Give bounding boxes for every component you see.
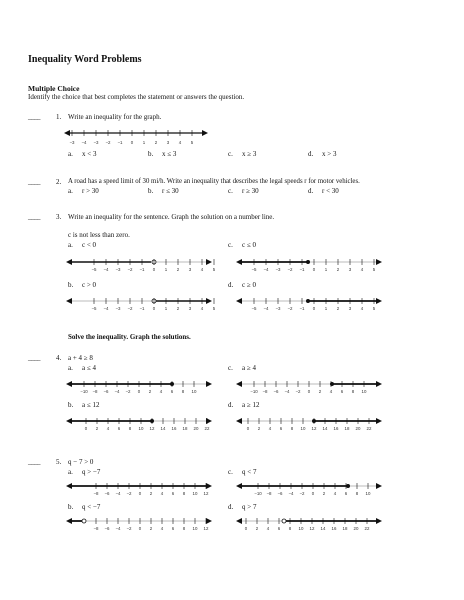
question-5-text: q − 7 > 0 [68,458,94,466]
q4-c-number-line [236,377,382,397]
tick-label: 6 [279,426,283,431]
tick-label: −8 [93,526,99,531]
tick-label: 8 [181,389,185,394]
tick-label: 2 [154,140,158,145]
q5-option-c-letter: c. [228,468,233,476]
q2-option-b-letter: b. [148,187,154,195]
tick-label: −5 [91,267,97,272]
tick-label: 10 [138,426,144,431]
tick-label: 0 [152,306,156,311]
tick-label: 0 [137,389,141,394]
tick-label: 1 [142,140,146,145]
tick-label: 10 [191,389,197,394]
tick-label: 12 [149,426,155,431]
tick-label: −1 [299,267,305,272]
instructions: Identify the choice that best completes the statement or answers the question. [28,93,245,101]
tick-label: −3 [115,267,121,272]
tick-label: 6 [277,526,281,531]
tick-label: 1 [164,306,168,311]
q3-option-a-letter: a. [68,241,73,249]
tick-label: 6 [340,389,344,394]
tick-label: 20 [355,426,361,431]
tick-label: 16 [171,426,177,431]
question-1-number: 1. [56,113,62,121]
q3-option-c-letter: c. [228,241,233,249]
tick-label: 0 [312,306,316,311]
tick-label: 4 [200,267,204,272]
q5-option-d-letter: d. [228,503,234,511]
tick-label: −4 [284,389,290,394]
q5-option-a-letter: a. [68,468,73,476]
tick-label: 4 [333,491,337,496]
tick-label: −5 [251,267,257,272]
tick-label: 22 [364,526,370,531]
answer-blank-3[interactable]: ____ [28,213,40,221]
q3-d-number-line [236,294,382,314]
q4-option-c[interactable]: a ≥ 4 [242,364,256,372]
tick-label: 2 [257,426,261,431]
tick-label: 16 [331,526,337,531]
tick-label: 8 [351,389,355,394]
q1-option-c[interactable]: x ≥ 3 [242,150,257,158]
tick-label: 2 [149,491,153,496]
q2-option-b[interactable]: r ≤ 30 [162,187,179,195]
tick-label: 6 [171,526,175,531]
answer-blank-5[interactable]: ____ [28,458,40,466]
tick-label: 2 [255,526,259,531]
tick-label: 2 [148,389,152,394]
tick-label: 10 [192,491,198,496]
tick-label: 4 [159,389,163,394]
tick-label: −8 [262,389,268,394]
q2-option-a[interactable]: r > 30 [82,187,99,195]
tick-label: −3 [275,267,281,272]
q4-option-c-letter: c. [228,364,233,372]
tick-label: −3 [115,306,121,311]
q4-option-a-letter: a. [68,364,73,372]
tick-label: 5 [372,267,376,272]
tick-label: 5 [190,140,194,145]
tick-label: 0 [244,526,248,531]
tick-label: 2 [95,426,99,431]
q3-option-b-letter: b. [68,281,74,289]
q2-option-c-letter: c. [228,187,233,195]
section-heading-multiple-choice: Multiple Choice [28,84,80,93]
tick-label: −6 [104,491,110,496]
q2-option-d-letter: d. [308,187,314,195]
tick-label: 2 [176,306,180,311]
tick-label: 18 [344,426,350,431]
q1-option-d-letter: d. [308,150,314,158]
tick-label: 14 [160,426,166,431]
tick-label: 20 [193,426,199,431]
tick-label: 0 [311,491,315,496]
tick-label: 4 [106,426,110,431]
tick-label: 12 [309,526,315,531]
page-title: Inequality Word Problems [28,54,142,65]
tick-label: 4 [268,426,272,431]
tick-label: −2 [287,306,293,311]
answer-blank-1[interactable]: ____ [28,113,40,121]
tick-label: 12 [311,426,317,431]
tick-label: 4 [329,389,333,394]
q4-option-b[interactable]: a ≤ 12 [82,401,100,409]
q2-option-a-letter: a. [68,187,73,195]
tick-label: 4 [160,491,164,496]
tick-label: 1 [324,267,328,272]
tick-label: −8 [93,491,99,496]
tick-label: 3 [188,267,192,272]
question-1-number-line [64,125,208,147]
tick-label: −2 [299,491,305,496]
q1-option-c-letter: c. [228,150,233,158]
tick-label: −6 [104,526,110,531]
question-3-sentence: c is not less than zero. [68,231,130,239]
q3-option-d-letter: d. [228,281,234,289]
tick-label: 6 [344,491,348,496]
q3-option-a[interactable]: c < 0 [82,241,97,249]
question-2-text: A road has a speed limit of 30 mi/h. Write an inequality that describes the legal speeds r for motor vehicles. [68,178,360,185]
q4-option-b-letter: b. [68,401,74,409]
tick-label: 10 [300,426,306,431]
tick-label: −5 [91,306,97,311]
question-4-text: a + 4 ≥ 8 [68,354,93,362]
tick-label: 3 [348,306,352,311]
tick-label: 22 [366,426,372,431]
tick-label: 10 [361,389,367,394]
tick-label: 2 [149,526,153,531]
tick-label: 0 [312,267,316,272]
tick-label: 8 [290,426,294,431]
tick-label: 2 [176,267,180,272]
tick-label: 8 [182,491,186,496]
tick-label: 22 [204,426,210,431]
tick-label: −2 [295,389,301,394]
tick-label: 5 [372,306,376,311]
tick-label: −4 [103,306,109,311]
tick-label: 4 [266,526,270,531]
tick-label: −4 [81,140,87,145]
q5-b-number-line [66,514,212,534]
tick-label: −6 [277,491,283,496]
tick-label: −1 [139,306,145,311]
q3-option-d[interactable]: c ≥ 0 [242,281,256,289]
q3-option-b[interactable]: c > 0 [82,281,97,289]
question-1-text: Write an inequality for the graph. [68,113,162,121]
tick-label: 4 [200,306,204,311]
tick-label: 1 [324,306,328,311]
q4-option-d[interactable]: a ≥ 12 [242,401,260,409]
tick-label: −10 [254,491,262,496]
q1-option-b[interactable]: x ≤ 3 [162,150,177,158]
tick-label: 14 [322,426,328,431]
tick-label: 8 [128,426,132,431]
tick-label: 0 [84,426,88,431]
tick-label: −2 [127,267,133,272]
tick-label: −2 [105,140,111,145]
section-heading-solve: Solve the inequality. Graph the solutions. [68,333,191,341]
answer-blank-4[interactable]: ____ [28,354,40,362]
q1-option-b-letter: b. [148,150,154,158]
q3-a-number-line [66,255,216,275]
tick-label: −2 [127,306,133,311]
q5-option-c[interactable]: q < 7 [242,468,257,476]
q1-option-a[interactable]: x < 3 [82,150,97,158]
q4-a-number-line [66,377,212,397]
tick-label: 8 [355,491,359,496]
q4-option-d-letter: d. [228,401,234,409]
tick-label: 16 [333,426,339,431]
tick-label: −2 [126,491,132,496]
tick-label: −1 [117,140,123,145]
q3-b-number-line [66,294,216,314]
tick-label: −3 [275,306,281,311]
tick-label: −10 [80,389,88,394]
q5-d-number-line [236,514,382,534]
tick-label: −4 [263,306,269,311]
tick-label: −10 [250,389,258,394]
tick-label: 2 [318,389,322,394]
tick-label: −1 [139,267,145,272]
q5-c-number-line [236,479,382,499]
tick-label: 8 [288,526,292,531]
tick-label: −4 [263,267,269,272]
tick-label: 10 [365,491,371,496]
tick-label: 20 [353,526,359,531]
tick-label: 0 [138,526,142,531]
q5-option-b-letter: b. [68,503,74,511]
tick-label: 3 [166,140,170,145]
q4-b-number-line [66,414,212,434]
q3-c-number-line [236,255,382,275]
tick-label: 2 [336,267,340,272]
tick-label: 3 [188,306,192,311]
tick-label: 5 [212,306,216,311]
question-4-number: 4. [56,354,62,362]
tick-label: 0 [138,491,142,496]
tick-label: −3 [93,140,99,145]
q2-option-d[interactable]: r < 30 [322,187,339,195]
tick-label: 8 [182,526,186,531]
q2-option-c[interactable]: r ≥ 30 [242,187,259,195]
tick-label: 0 [246,426,250,431]
tick-label: 2 [336,306,340,311]
tick-label: 14 [320,526,326,531]
tick-label: 10 [192,526,198,531]
tick-label: 4 [178,140,182,145]
q3-option-c[interactable]: c ≤ 0 [242,241,256,249]
question-3-number: 3. [56,213,62,221]
tick-label: 0 [307,389,311,394]
tick-label: −3 [69,140,75,145]
tick-label: −2 [125,389,131,394]
tick-label: 1 [164,267,168,272]
tick-label: 12 [203,491,209,496]
q4-option-a[interactable]: a ≤ 4 [82,364,96,372]
tick-label: −4 [115,526,121,531]
answer-blank-2[interactable]: ____ [28,178,40,186]
tick-label: 5 [212,267,216,272]
q5-option-b[interactable]: q < −7 [82,503,101,511]
tick-label: 18 [342,526,348,531]
tick-label: −6 [103,389,109,394]
tick-label: 0 [130,140,134,145]
tick-label: −4 [103,267,109,272]
tick-label: 0 [152,267,156,272]
tick-label: −4 [288,491,294,496]
tick-label: 4 [360,306,364,311]
q5-option-d[interactable]: q > 7 [242,503,257,511]
tick-label: −2 [126,526,132,531]
tick-label: 4 [160,526,164,531]
q5-option-a[interactable]: q > −7 [82,468,101,476]
question-2-number: 2. [56,178,62,186]
q5-a-number-line [66,479,212,499]
tick-label: −6 [273,389,279,394]
tick-label: 18 [182,426,188,431]
tick-label: 6 [117,426,121,431]
tick-label: −4 [114,389,120,394]
tick-label: 3 [348,267,352,272]
q1-option-d[interactable]: x > 3 [322,150,337,158]
tick-label: −1 [299,306,305,311]
tick-label: 6 [170,389,174,394]
tick-label: −4 [115,491,121,496]
tick-label: −8 [92,389,98,394]
q4-d-number-line [236,414,382,434]
tick-label: −2 [287,267,293,272]
question-3-text: Write an inequality for the sentence. Graph the solution on a number line. [68,213,275,221]
question-5-number: 5. [56,458,62,466]
tick-label: 10 [298,526,304,531]
tick-label: −5 [251,306,257,311]
tick-label: 4 [360,267,364,272]
tick-label: −8 [266,491,272,496]
q1-option-a-letter: a. [68,150,73,158]
tick-label: 2 [322,491,326,496]
tick-label: 12 [203,526,209,531]
tick-label: 6 [171,491,175,496]
